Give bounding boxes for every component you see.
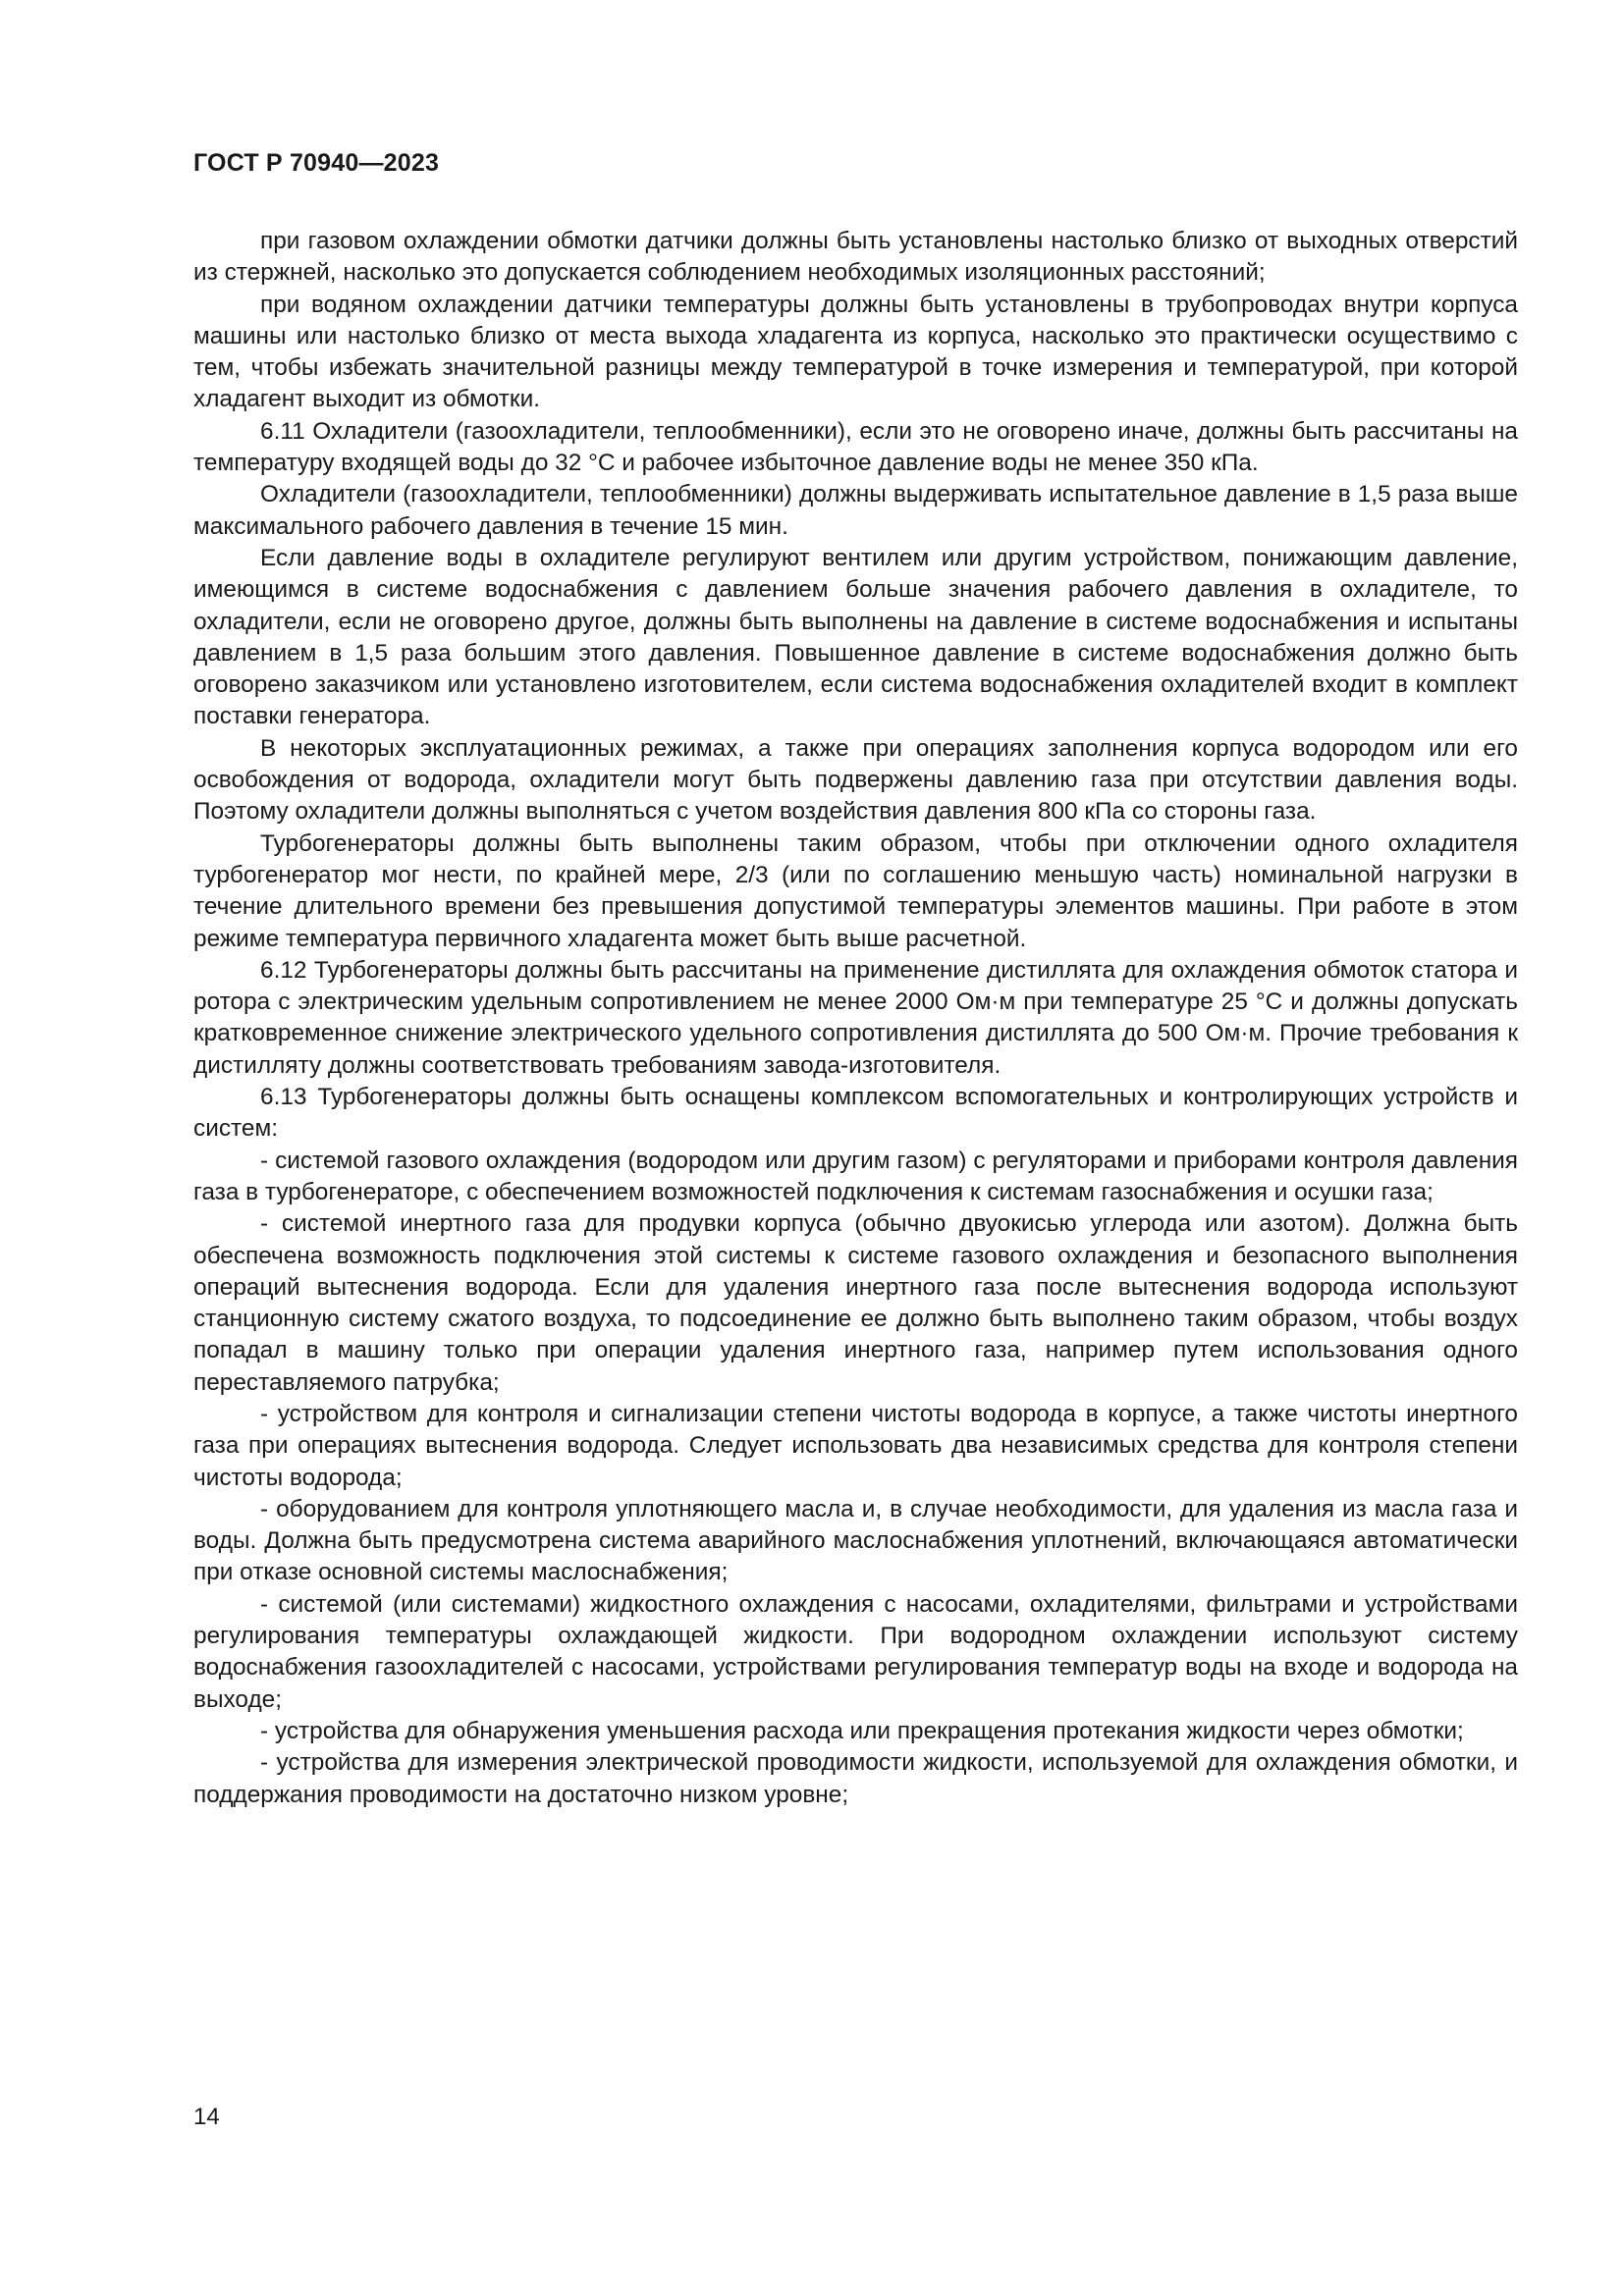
paragraph: 6.11 Охладители (газоохладители, теплообменники), если это не оговорено иначе, должны быть рассчитаны на температуру входящей воды до 32 °С и рабочее избыточное давление воды не менее 350 кПа. [193, 417, 1518, 477]
document-header: ГОСТ Р 70940—2023 [193, 149, 440, 177]
list-item: - устройства для измерения электрической проводимости жидкости, используемой для охлаждения обмотки, и поддержания проводимости на достаточно низком уровне; [193, 1749, 1518, 1808]
list-item: - системой газового охлаждения (водородом или другим газом) с регуляторами и приборами контроля давления газа в турбогенераторе, с обеспечением возможностей подключения к системам газоснабжения и осушки газа; [193, 1147, 1518, 1205]
paragraph: Турбогенераторы должны быть выполнены таким образом, чтобы при отключении одного охладителя турбогенератор мог нести, по крайней мере, 2/3 (или по соглашению меньшую часть) номинальной нагрузки в течение длительного времени без превышения допустимой температуры элементов машины. При работе в этом режиме температура первичного хладагента может быть выше расчетной. [193, 829, 1518, 952]
list-item: - системой (или системами) жидкостного охлаждения с насосами, охладителями, фильтрами и устройствами регулирования температуры охлаждающей жидкости. При водородном охлаждении используют систему водоснабжения газоохладителей с насосами, устройствами регулирования температур воды на входе и водорода на выходе; [193, 1590, 1518, 1713]
list-item: - устройством для контроля и сигнализации степени чистоты водорода в корпусе, а также чистоты инертного газа при операциях вытеснения водорода. Следует использовать два независимых средства для контроля степени чистоты водорода; [193, 1400, 1518, 1491]
paragraph: при водяном охлаждении датчики температуры должны быть установлены в трубопроводах внутри корпуса машины или настолько близко от места выхода хладагента из корпуса, насколько это практически осуществимо с тем, чтобы избежать значительной разницы между температурой в точке измерения и температурой, при которой хладагент выходит из обмотки. [193, 291, 1518, 413]
list-item: - устройства для обнаружения уменьшения расхода или прекращения протекания жидкости через обмотки; [260, 1717, 1464, 1744]
paragraph: Охладители (газоохладители, теплообменники) должны выдерживать испытательное давление в 1,5 раза выше максимального рабочего давления в течение 15 мин. [193, 481, 1518, 540]
paragraph: 6.12 Турбогенераторы должны быть рассчитаны на применение дистиллята для охлаждения обмоток статора и ротора с электрическим удельным сопротивлением не менее 2000 Ом·м при температуре 25 °С и должны допускать кратковременное снижение электрического удельного сопротивления дистиллята до 500 Ом·м. Прочие требования к дистилляту должны соответствовать требованиям завода-изготовителя. [193, 956, 1518, 1079]
paragraph: В некоторых эксплуатационных режимах, а также при операциях заполнения корпуса водородом или его освобождения от водорода, охладители могут быть подвержены давлению газа при отсутствии давления воды. Поэтому охладители должны выполняться с учетом воздействия давления 800 кПа со стороны газа. [193, 734, 1518, 826]
list-item: - оборудованием для контроля уплотняющего масла и, в случае необходимости, для удаления из масла газа и воды. Должна быть предусмотрена система аварийного маслоснабжения уплотнений, включающаяся автоматически при отказе основной системы маслоснабжения; [193, 1495, 1518, 1586]
paragraph: при газовом охлаждении обмотки датчики должны быть установлены настолько близко от выходных отверстий из стержней, насколько это допускается соблюдением необходимых изоляционных расстояний; [193, 228, 1518, 287]
document-body [193, 226, 1518, 1811]
paragraph: Если давление воды в охладителе регулируют вентилем или другим устройством, понижающим давление, имеющимся в системе водоснабжения с давлением больше значения рабочего давления в охладителе, то охладители, если не оговорено другое, должны быть выполнены на давление в системе водоснабжения и испытаны давлением в 1,5 раза большим этого давления. Повышенное давление в системе водоснабжения должно быть оговорено заказчиком или установлено изготовителем, если система водоснабжения охладителей входит в комплект поставки генератора. [193, 544, 1518, 730]
list-item: - системой инертного газа для продувки корпуса (обычно двуокисью углерода или азотом). Должна быть обеспечена возможность подключения этой системы к системе газового охлаждения и безопасного выполнения операций вытеснения водорода. Если для удаления инертного газа после вытеснения водорода используют станционную систему сжатого воздуха, то подсоединение ее должно быть выполнено таким образом, чтобы воздух попадал в машину только при операции удаления инертного газа, например путем использования одного переставляемого патрубка; [193, 1210, 1518, 1396]
paragraph: 6.13 Турбогенераторы должны быть оснащены комплексом вспомогательных и контролирующих устройств и систем: [193, 1084, 1518, 1143]
page-number: 14 [193, 2104, 220, 2130]
